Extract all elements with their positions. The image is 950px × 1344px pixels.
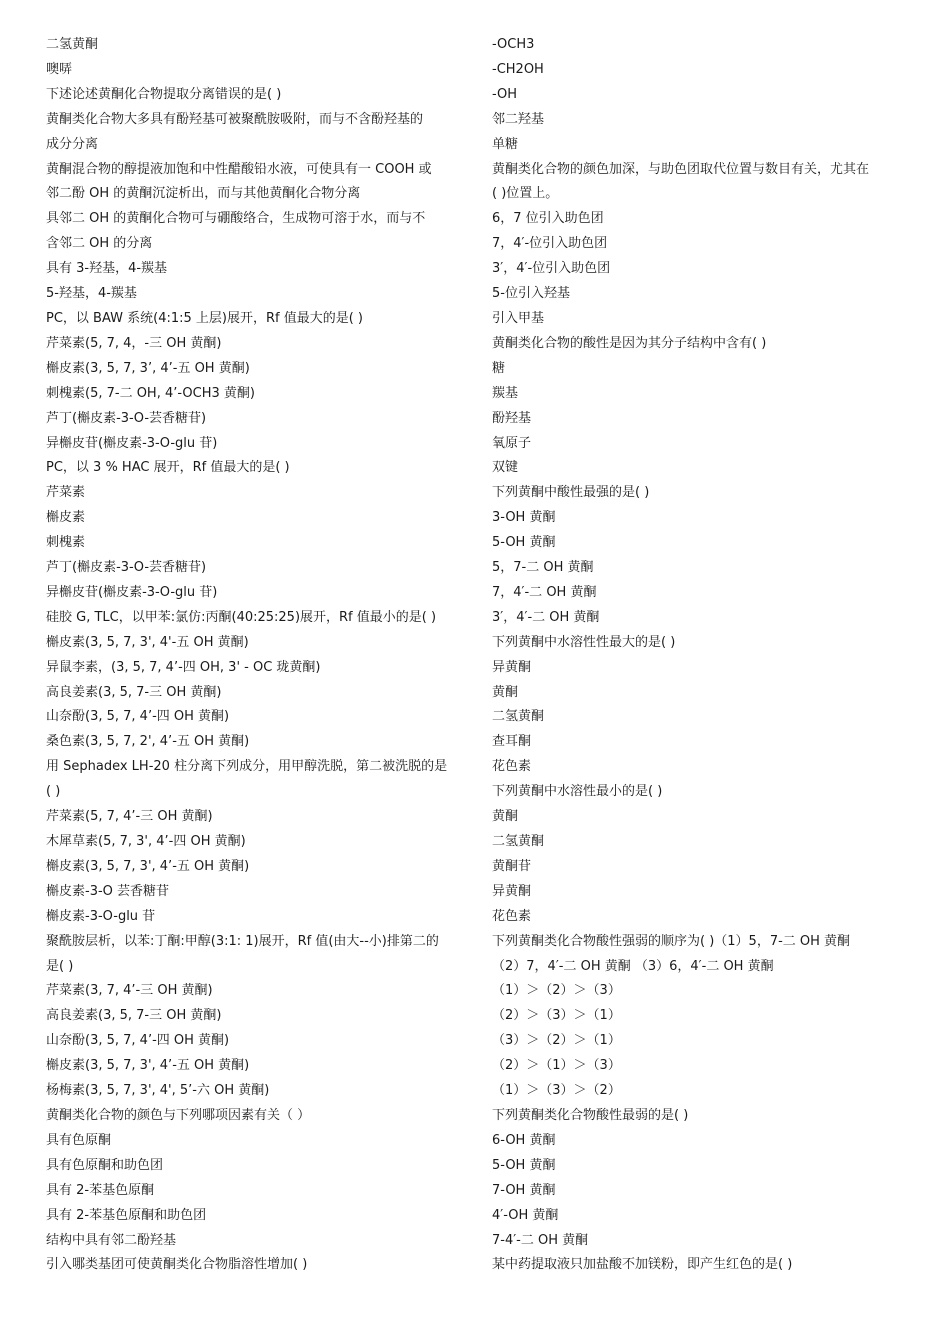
text-line: 高良姜素(3, 5, 7-三 OH 黄酮) [46, 1008, 222, 1024]
text-line: 5-位引入羟基 [492, 286, 570, 302]
text-line: 某中药提取液只加盐酸不加镁粉，即产生红色的是( ) [492, 1257, 793, 1273]
text-line: 异槲皮苷(槲皮素-3-O-glu 苷) [46, 584, 218, 600]
text-line: 二氢黄酮 [492, 709, 545, 725]
text-line: 黄酮类化合物的颜色加深，与助色团取代位置与数目有关，尤其在 [492, 161, 870, 177]
text-line: 3′，4′-二 OH 黄酮 [492, 609, 600, 625]
text-line: 芹菜素 [46, 485, 86, 501]
text-line: 具有 2-苯基色原酮和助色团 [46, 1207, 207, 1223]
text-line: 黄酮类化合物的颜色与下列哪项因素有关（ ） [46, 1107, 311, 1123]
text-line: 刺槐素 [46, 535, 86, 551]
text-line: 槲皮素(3, 5, 7, 3', 4'-五 OH 黄酮) [46, 634, 249, 650]
text-line: 黄酮类化合物大多具有酚羟基可被聚酰胺吸附，而与不含酚羟基的 [46, 111, 424, 127]
right-column [492, 33, 910, 1278]
text-line: 高良姜素(3, 5, 7-三 OH 黄酮) [46, 684, 222, 700]
text-line: 下述论述黄酮化合物提取分离错误的是( ) [46, 86, 282, 102]
text-line: 二氢黄酮 [492, 834, 545, 849]
text-line: 硅胶 G, TLC，以甲苯:氯仿:丙酮(40:25:25)展开，Rf 值最小的是( ) [46, 609, 437, 625]
text-line: 引入甲基 [492, 310, 545, 326]
text-line: 邻二羟基 [492, 111, 545, 127]
text-line: 芦丁(槲皮素-3-O-芸香糖苷) [46, 560, 207, 576]
text-line: （2）7，4′-二 OH 黄酮 （3）6，4′-二 OH 黄酮 [492, 958, 774, 974]
text-line: 具邻二 OH 的黄酮化合物可与硼酸络合，生成物可溶于水，而与不 [46, 211, 426, 227]
text-line: 槲皮素-3-O-glu 苷 [46, 908, 156, 924]
text-line: 含邻二 OH 的分离 [46, 236, 153, 252]
text-line: 黄酮混合物的醇提液加饱和中性醋酸铅水液，可使具有一 COOH 或 [46, 161, 432, 177]
text-line: 下列黄酮类化合物酸性最弱的是( ) [492, 1107, 689, 1123]
text-line: 杨梅素(3, 5, 7, 3', 4', 5’-六 OH 黄酮) [46, 1083, 270, 1099]
text-line: 芹菜素(5, 7, 4，-三 OH 黄酮) [46, 335, 222, 351]
text-line: 成分分离 [46, 136, 99, 152]
text-line: 芹菜素(5, 7, 4’-三 OH 黄酮) [46, 809, 213, 825]
text-line: 6-OH 黄酮 [492, 1132, 556, 1148]
text-line: ( )位置上。 [492, 186, 559, 202]
text-line: -OCH3 [492, 37, 535, 52]
text-line: 黄酮 [492, 684, 519, 700]
text-line: -CH2OH [492, 61, 544, 77]
text-line: 下列黄酮中水溶性性最大的是( ) [492, 634, 676, 650]
text-line: 3′，4′-位引入助色团 [492, 261, 611, 277]
text-line: 7-OH 黄酮 [492, 1182, 556, 1198]
text-line: （2）＞（1）＞（3） [492, 1058, 621, 1074]
text-line: 异鼠李素，(3, 5, 7, 4’-四 OH, 3' - OC 珑黄酮) [46, 659, 321, 675]
text-line: 酚羟基 [492, 410, 532, 426]
text-line: 黄酮类化合物的酸性是因为其分子结构中含有( ) [492, 335, 767, 351]
text-line: （1）＞（3）＞（2） [492, 1083, 621, 1099]
text-line: 异槲皮苷(槲皮素-3-O-glu 苷) [46, 435, 218, 451]
text-line: （3）＞（2）＞（1） [492, 1033, 621, 1049]
text-line: 用 Sephadex LH-20 柱分离下列成分，用甲醇洗脱，第二被洗脱的是 [46, 759, 448, 775]
text-line: 结构中具有邻二酚羟基 [46, 1232, 177, 1248]
text-line: 邻二酚 OH 的黄酮沉淀析出，而与其他黄酮化合物分离 [46, 186, 361, 202]
text-line: 单糖 [492, 136, 519, 152]
text-line: 花色素 [492, 759, 532, 775]
text-line: PC，以 BAW 系统(4:1:5 上层)展开，Rf 值最大的是( ) [46, 310, 364, 326]
text-line: 槲皮素(3, 5, 7, 3', 4’-五 OH 黄酮) [46, 858, 250, 874]
text-line: PC，以 3 % HAC 展开，Rf 值最大的是( ) [46, 460, 290, 476]
text-line: 下列黄酮中酸性最强的是( ) [492, 485, 650, 501]
text-line: 查耳酮 [492, 734, 532, 750]
text-line: 黄酮苷 [492, 858, 532, 874]
text-line: 刺槐素(5, 7-二 OH, 4’-OCH3 黄酮) [46, 385, 255, 401]
text-line: （2）＞（3）＞（1） [492, 1008, 621, 1024]
text-line: 引入哪类基团可使黄酮类化合物脂溶性增加( ) [46, 1257, 308, 1273]
text-line: 具有 3-羟基，4-羰基 [46, 261, 168, 277]
text-line: 噢哢 [46, 61, 73, 77]
text-line: 3-OH 黄酮 [492, 510, 556, 526]
text-line: 槲皮素(3, 5, 7, 3’, 4’-五 OH 黄酮) [46, 360, 250, 376]
text-line: 具有色原酮和助色团 [46, 1157, 164, 1173]
text-line: 下列黄酮中水溶性最小的是( ) [492, 784, 663, 800]
text-line: 槲皮素 [46, 510, 86, 526]
text-line: 5-OH 黄酮 [492, 535, 556, 551]
text-line: 具有色原酮 [46, 1132, 112, 1148]
text-line: 羰基 [492, 385, 519, 401]
text-line: -OH [492, 86, 518, 102]
text-line: 异黄酮 [492, 659, 532, 675]
text-line: 黄酮 [492, 809, 519, 825]
text-line: 聚酰胺层析，以苯:丁酮:甲醇(3:1: 1)展开，Rf 值(由大--小)排第二的 [46, 933, 439, 949]
text-line: 5，7-二 OH 黄酮 [492, 560, 594, 576]
text-line: 二氢黄酮 [46, 37, 99, 52]
text-line: 芹菜素(3, 7, 4’-三 OH 黄酮) [46, 983, 213, 999]
text-line: 氧原子 [492, 435, 532, 451]
text-line: （1）＞（2）＞（3） [492, 983, 621, 999]
text-line: 5-OH 黄酮 [492, 1157, 556, 1173]
text-line: 6，7 位引入助色团 [492, 211, 604, 227]
text-line: 糖 [492, 360, 506, 376]
text-line: ( ) [46, 784, 61, 800]
text-line: 4′-OH 黄酮 [492, 1207, 559, 1223]
text-line: 山奈酚(3, 5, 7, 4’-四 OH 黄酮) [46, 1033, 230, 1049]
text-line: 山奈酚(3, 5, 7, 4’-四 OH 黄酮) [46, 709, 230, 725]
text-line: 7-4′-二 OH 黄酮 [492, 1232, 589, 1248]
text-line: 木犀草素(5, 7, 3', 4’-四 OH 黄酮) [46, 834, 246, 849]
text-line: 槲皮素-3-O 芸香糖苷 [46, 883, 170, 899]
text-line: 7，4′-位引入助色团 [492, 236, 608, 252]
text-line: 下列黄酮类化合物酸性强弱的顺序为( )（1）5，7-二 OH 黄酮 [492, 933, 851, 949]
text-line: 花色素 [492, 908, 532, 924]
text-line: 是( ) [46, 958, 74, 974]
text-line: 芦丁(槲皮素-3-O-芸香糖苷) [46, 410, 207, 426]
text-line: 具有 2-苯基色原酮 [46, 1182, 155, 1198]
text-line: 槲皮素(3, 5, 7, 3', 4’-五 OH 黄酮) [46, 1058, 250, 1074]
text-line: 桑色素(3, 5, 7, 2', 4’-五 OH 黄酮) [46, 734, 250, 750]
text-line: 5-羟基，4-羰基 [46, 286, 137, 302]
text-line: 异黄酮 [492, 883, 532, 899]
left-column [46, 33, 464, 1278]
text-line: 7，4′-二 OH 黄酮 [492, 584, 597, 600]
text-line: 双键 [492, 460, 519, 476]
